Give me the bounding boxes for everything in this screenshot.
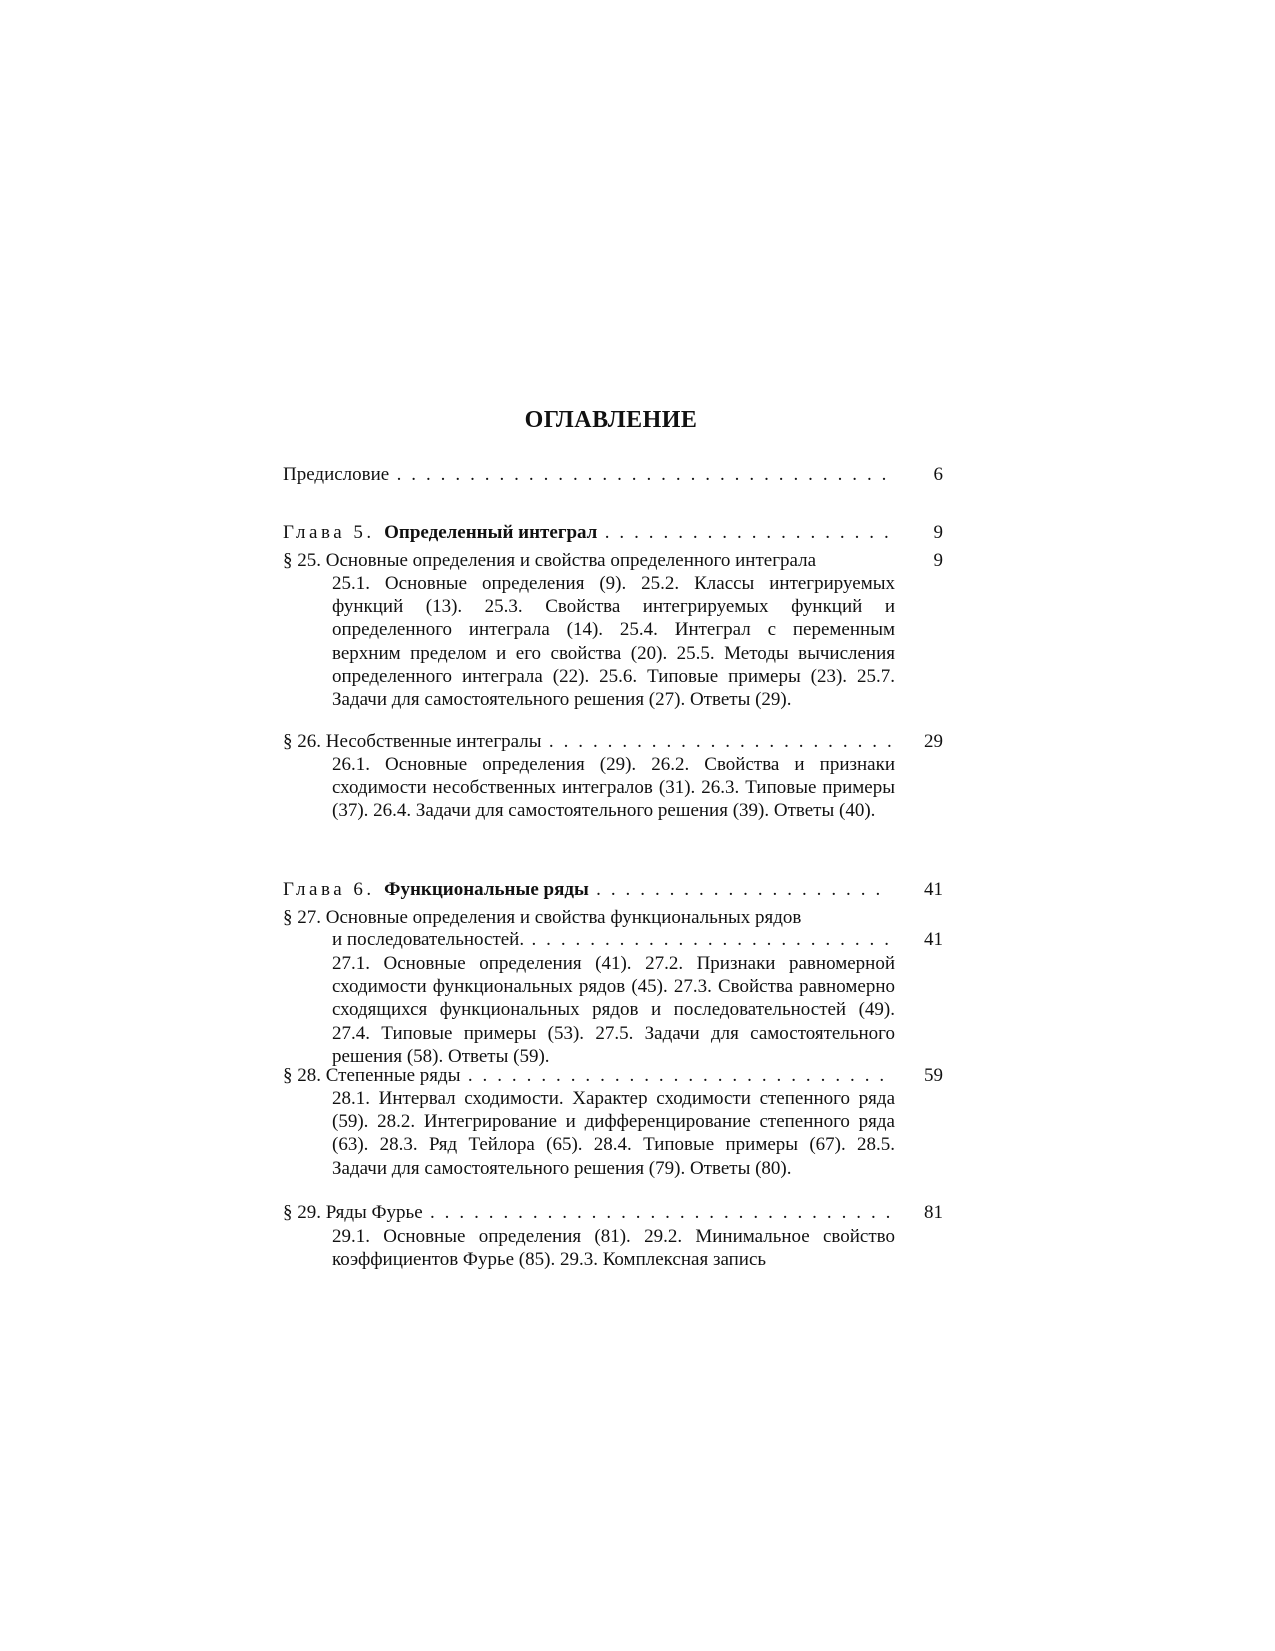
page-title: ОГЛАВЛЕНИЕ [524,407,698,433]
section-title: Несобственные интегралы [325,731,542,752]
chapter-title: Функциональные ряды [384,879,589,900]
toc-entry-section-28[interactable] [283,1064,943,1088]
section-number: § 25. [283,550,321,571]
section-title: Ряды Фурье [325,1202,423,1223]
toc-entry-section-27-cont[interactable] [283,928,943,952]
section-number: § 29. [283,1202,321,1223]
toc-entry-section-27[interactable] [283,906,943,930]
section-title: Основные определения и свойства определенного интеграла [325,550,817,571]
chapter-prefix: Глава 5. [283,522,375,543]
toc-entry-section-25[interactable] [283,549,943,573]
section-number: § 27. [283,907,321,928]
section-27-subsections: 27.1. Основные определения (41). 27.2. Признаки равномерной сходимости функциональных рядов (45). 27.3. Свойства равномерно сходящихся функциональных рядов и последовательностей (49). 27.4. Типовые примеры (53). 27.5. Задачи для самостоятельного решения (58). Ответы (59). [332,953,895,1067]
section-title-line-2: и последовательностей. [332,929,525,950]
section-title-line-1: Основные определения и свойства функциональных рядов [325,907,802,928]
toc-entry-chapter-5[interactable] [283,521,943,545]
section-number: § 26. [283,731,321,752]
chapter-prefix: Глава 6. [283,879,375,900]
chapter-title: Определенный интеграл [384,522,598,543]
toc-entry-chapter-6[interactable] [283,878,943,902]
toc-entry-section-29[interactable] [283,1201,943,1225]
page-number: 9 [933,522,943,543]
toc-entry-preface[interactable] [283,463,943,487]
section-28-subsections: 28.1. Интервал сходимости. Характер сходимости степенного ряда (59). 28.2. Интегрирование и дифференцирование степенного ряда (63). 28.3. Ряд Тейлора (65). 28.4. Типовые примеры (67). 28.5. Задачи для самостоятельного решения (79). Ответы (80). [332,1088,895,1179]
toc-entry-section-26[interactable] [283,730,943,754]
section-25-subsections: 25.1. Основные определения (9). 25.2. Классы интегрируемых функций (13). 25.3. Свойства интегрируемых функций и определенного интеграла (14). 25.4. Интеграл с переменным верхним пределом и его свойства (20). 25.5. Методы вычисления определенного интеграла (22). 25.6. Типовые примеры (23). 25.7. Задачи для самостоятельного решения (27). Ответы (29). [332,573,895,711]
page-number: 41 [924,929,943,950]
page-number: 41 [924,879,943,900]
section-number: § 28. [283,1065,321,1086]
section-29-subsections: 29.1. Основные определения (81). 29.2. Минимальное свойство коэффициентов Фурье (85). 29.3. Комплексная запись [332,1226,895,1271]
section-26-subsections: 26.1. Основные определения (29). 26.2. Свойства и признаки сходимости несобственных интегралов (31). 26.3. Типовые примеры (37). 26.4. Задачи для самостоятельного решения (39). Ответы (40). [332,754,895,822]
section-title: Степенные ряды [325,1065,461,1086]
page-number: 29 [924,731,943,752]
page-number: 59 [924,1065,943,1086]
page-number: 81 [924,1202,943,1223]
entry-label: Предисловие [283,464,390,485]
page-number: 6 [933,464,943,485]
page-number: 9 [933,550,943,571]
